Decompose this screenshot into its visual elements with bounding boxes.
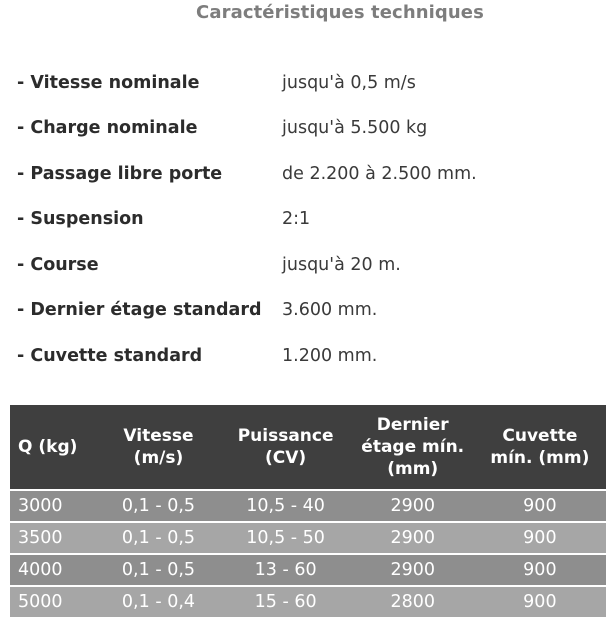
page-title: Caractéristiques techniques [196,2,484,23]
cell-power: 10,5 - 40 [220,490,352,522]
tech-table [10,405,606,617]
table-row [10,586,606,617]
spec-value: 3.600 mm. [282,300,378,321]
table-row [10,522,606,554]
cell-floor: 2900 [352,490,474,522]
spec-row-passage [17,151,597,197]
cell-power: 15 - 60 [220,586,352,617]
spec-value: 2:1 [282,209,311,230]
spec-list [17,60,597,379]
header-pit: Cuvette mín. (mm) [474,405,606,490]
header-power: Puissance (CV) [220,405,352,490]
spec-row-cuvette [17,333,597,379]
spec-label: - Course [17,254,99,275]
spec-row-course [17,242,597,288]
table-row [10,490,606,522]
cell-q: 3500 [10,522,97,554]
spec-value: jusqu'à 5.500 kg [282,118,428,139]
cell-speed: 0,1 - 0,5 [97,490,219,522]
spec-label: - Charge nominale [17,118,198,139]
cell-q: 3000 [10,490,97,522]
cell-floor: 2900 [352,554,474,586]
cell-pit: 900 [474,586,606,617]
cell-pit: 900 [474,554,606,586]
spec-value: jusqu'à 0,5 m/s [282,72,416,93]
spec-row-vitesse [17,60,597,106]
spec-label: - Cuvette standard [17,345,203,366]
cell-q: 4000 [10,554,97,586]
table-row [10,554,606,586]
cell-power: 10,5 - 50 [220,522,352,554]
spec-row-charge [17,106,597,152]
cell-speed: 0,1 - 0,4 [97,586,219,617]
table-header-row [10,405,606,490]
cell-pit: 900 [474,522,606,554]
header-q: Q (kg) [10,405,97,490]
spec-value: 1.200 mm. [282,345,378,366]
spec-label: - Passage libre porte [17,163,223,184]
header-floor: Dernier étage mín. (mm) [352,405,474,490]
spec-value: de 2.200 à 2.500 mm. [282,163,477,184]
spec-row-dernier-etage [17,288,597,334]
spec-row-suspension [17,197,597,243]
cell-floor: 2800 [352,586,474,617]
cell-speed: 0,1 - 0,5 [97,554,219,586]
spec-label: - Suspension [17,209,144,230]
cell-speed: 0,1 - 0,5 [97,522,219,554]
cell-pit: 900 [474,490,606,522]
cell-floor: 2900 [352,522,474,554]
cell-q: 5000 [10,586,97,617]
spec-value: jusqu'à 20 m. [282,254,401,275]
spec-label: - Dernier étage standard [17,300,262,321]
header-speed: Vitesse (m/s) [97,405,219,490]
spec-label: - Vitesse nominale [17,72,200,93]
cell-power: 13 - 60 [220,554,352,586]
